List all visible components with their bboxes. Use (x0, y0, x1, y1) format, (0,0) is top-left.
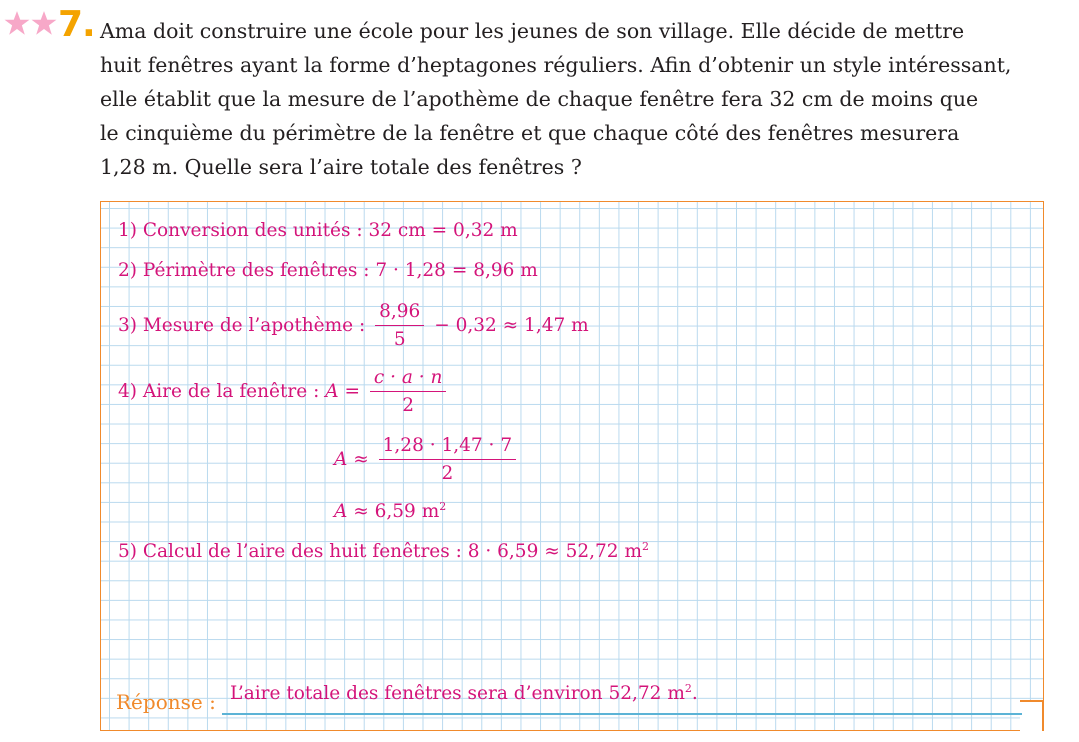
statement-line: huit fenêtres ayant la forme d’heptagones réguliers. Afin d’obtenir un style intéressant, (100, 53, 1012, 77)
solution-step-1 (118, 220, 518, 242)
grid-corner-edge (1042, 700, 1044, 731)
star-icon (31, 10, 57, 36)
area-variable: A (334, 449, 348, 470)
step-label: 4) Aire de la fenêtre : (118, 381, 320, 402)
star-icon (4, 10, 30, 36)
fraction-numerator: 8,96 (375, 302, 424, 326)
equals-sign: = (338, 381, 360, 402)
step-value: − 0,32 ≈ 1,47 m (434, 315, 589, 336)
solution-step-2 (118, 260, 538, 282)
statement-line: 1,28 m. Quelle sera l’aire totale des fenêtres ? (100, 155, 582, 179)
solution-step-4c (334, 496, 446, 523)
problem-statement (100, 14, 1060, 184)
solution-step-5 (118, 536, 649, 563)
step-label: 3) Mesure de l’apothème : (118, 315, 366, 336)
statement-line: elle établit que la mesure de l’apothème de chaque fenêtre fera 32 cm de moins que (100, 87, 979, 111)
exponent: 2 (439, 500, 447, 513)
area-variable: A (334, 501, 348, 522)
step-value: ≈ 6,59 m (347, 501, 440, 522)
fraction-numerator: 1,28 · 1,47 · 7 (379, 436, 516, 460)
fraction-denominator: 2 (441, 463, 454, 484)
step-label: 1) Conversion des unités : (118, 220, 363, 241)
step-label: 5) Calcul de l’aire des huit fenêtres : (118, 541, 462, 562)
answer-end: . (691, 683, 698, 704)
exercise-number: 7. (58, 4, 95, 45)
exponent: 2 (642, 540, 649, 553)
solution-step-4 (118, 368, 450, 416)
approx-sign: ≈ (347, 449, 369, 470)
solution-step-4b (334, 436, 520, 484)
step-label: 2) Périmètre des fenêtres : (118, 260, 370, 281)
fraction-denominator: 5 (393, 329, 406, 350)
grid-corner-edge (1020, 700, 1042, 702)
step-value: 7 · 1,28 = 8,96 m (369, 260, 538, 281)
step-value: 8 · 6,59 ≈ 52,72 m (461, 541, 642, 562)
step-value: 32 cm = 0,32 m (362, 220, 518, 241)
answer-line[interactable] (222, 713, 1022, 715)
grid-corner-notch (1020, 700, 1050, 740)
statement-line: le cinquième du périmètre de la fenêtre et que chaque côté des fenêtres mesurera (100, 121, 960, 145)
fraction (375, 302, 424, 350)
answer-text (230, 682, 698, 704)
statement-line: Ama doit construire une école pour les jeunes de son village. Elle décide de mettre (100, 19, 965, 43)
fraction (379, 436, 516, 484)
solution-step-3 (118, 302, 589, 350)
difficulty-stars (4, 10, 57, 36)
area-variable: A (325, 381, 339, 402)
answer-sentence: L’aire totale des fenêtres sera d’environ 52,72 m (230, 683, 685, 704)
fraction-numerator: c · a · n (370, 368, 447, 392)
fraction-denominator: 2 (402, 395, 415, 416)
fraction (370, 368, 447, 416)
answer-label: Réponse : (116, 690, 216, 714)
exponent: 2 (684, 682, 692, 695)
